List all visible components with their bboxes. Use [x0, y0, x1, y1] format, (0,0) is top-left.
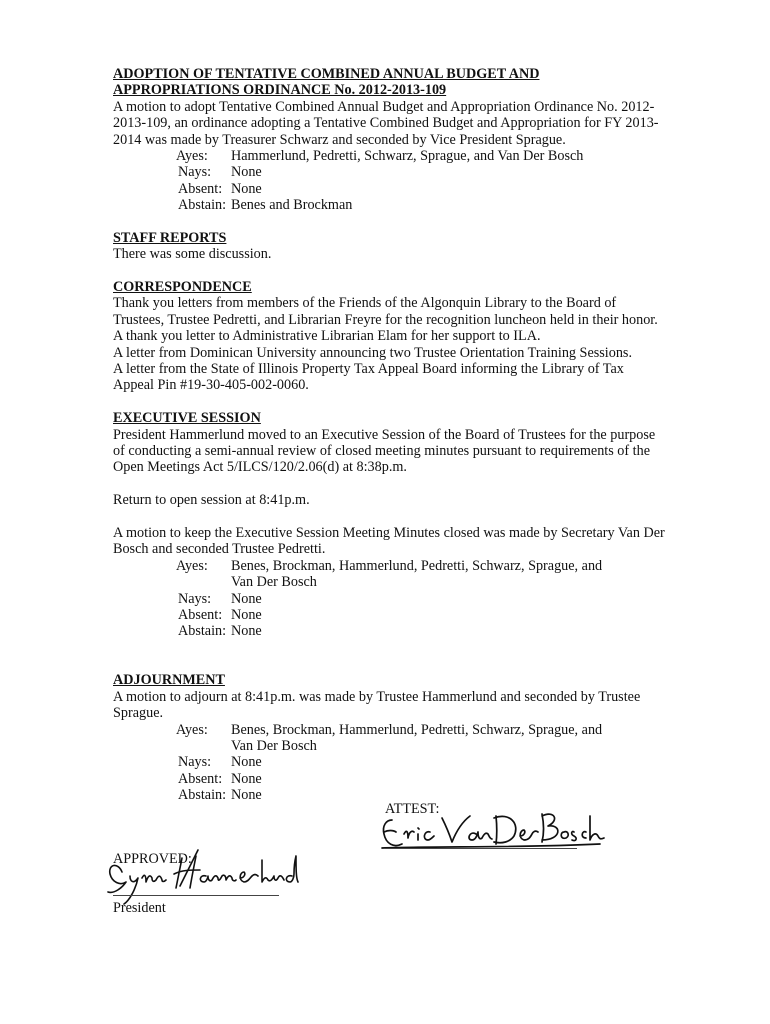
- section-heading: ADJOURNMENT: [113, 672, 225, 689]
- correspondence-section: [113, 279, 673, 394]
- section-heading: STAFF REPORTS: [113, 229, 227, 246]
- vote-absent: [113, 181, 673, 197]
- president-label: President: [113, 900, 166, 916]
- paragraph-line: Sprague.: [113, 705, 164, 722]
- paragraph-line: A letter from Dominican University announcing two Trustee Orientation Training Sessions.: [113, 344, 632, 361]
- paragraph-line: A letter from the State of Illinois Property Tax Appeal Board informing the Library of Tax: [113, 361, 624, 378]
- vote-label: Ayes:: [176, 557, 208, 574]
- vote-value: None: [231, 787, 262, 804]
- vote-value: Benes, Brockman, Hammerlund, Pedretti, Schwarz, Sprague, and: [231, 557, 603, 574]
- vote-value: None: [231, 590, 262, 607]
- vote-value: Benes, Brockman, Hammerlund, Pedretti, Schwarz, Sprague, and: [231, 721, 603, 738]
- budget-section: [113, 66, 673, 214]
- vote-absent: [113, 771, 673, 787]
- vote-label: Absent:: [178, 180, 223, 197]
- paragraph-line: Bosch and seconded Trustee Pedretti.: [113, 541, 326, 558]
- attest-signature-line: [385, 848, 577, 849]
- adjournment-section: [113, 672, 673, 803]
- approved-label: APPROVED:: [113, 851, 192, 867]
- staff-reports-section: [113, 230, 673, 263]
- minutes-page: [113, 66, 673, 804]
- paragraph-line: A motion to adjourn at 8:41p.m. was made by Trustee Hammerlund and seconded by Trustee: [113, 688, 641, 705]
- vote-label: Nays:: [178, 754, 212, 771]
- paragraph-line: 2013-109, an ordinance adopting a Tentative Combined Budget and Appropriation for FY 2013-: [113, 115, 659, 132]
- vote-label: Absent:: [178, 606, 223, 623]
- attest-label: ATTEST:: [385, 801, 440, 817]
- section-heading: EXECUTIVE SESSION: [113, 410, 261, 427]
- vote-label: Abstain:: [178, 197, 227, 214]
- vote-label: Abstain:: [178, 623, 227, 640]
- paragraph-line: of conducting a semi-annual review of closed meeting minutes pursuant to requirements of the: [113, 442, 650, 459]
- vote-abstain: [113, 623, 673, 639]
- vote-ayes: [113, 148, 673, 164]
- vote-nays: [113, 164, 673, 180]
- vote-label: Ayes:: [176, 721, 208, 738]
- paragraph-line: There was some discussion.: [113, 246, 272, 263]
- president-signature-line: [113, 895, 279, 896]
- vote-value: None: [231, 606, 262, 623]
- executive-session-section: [113, 410, 673, 639]
- vote-value: None: [231, 623, 262, 640]
- vote-value: Benes and Brockman: [231, 197, 353, 214]
- paragraph-line: Return to open session at 8:41p.m.: [113, 492, 310, 509]
- paragraph-line: Appeal Pin #19-30-405-002-0060.: [113, 377, 309, 394]
- vote-ayes: [113, 558, 673, 574]
- vote-value: None: [231, 164, 262, 181]
- vote-label: Nays:: [178, 590, 212, 607]
- section-heading: ADOPTION OF TENTATIVE COMBINED ANNUAL BUDGET AND: [113, 66, 540, 82]
- paragraph-line: 2014 was made by Treasurer Schwarz and seconded by Vice President Sprague.: [113, 131, 566, 148]
- section-heading: CORRESPONDENCE: [113, 279, 252, 296]
- paragraph-line: A motion to adopt Tentative Combined Annual Budget and Appropriation Ordinance No. 2012-: [113, 98, 655, 115]
- vote-value: None: [231, 770, 262, 787]
- vote-label: Nays:: [178, 164, 212, 181]
- section-heading: APPROPRIATIONS ORDINANCE No. 2012-2013-109: [113, 82, 447, 99]
- vote-nays: [113, 754, 673, 770]
- paragraph-line: A motion to keep the Executive Session Meeting Minutes closed was made by Secretary Van Der: [113, 524, 665, 541]
- vote-ayes: [113, 722, 673, 738]
- vote-abstain: [113, 197, 673, 213]
- vote-value-continued: Van Der Bosch: [231, 738, 317, 755]
- vote-label: Ayes:: [176, 147, 208, 164]
- vote-value: None: [231, 754, 262, 771]
- vote-value-continued: Van Der Bosch: [231, 574, 317, 591]
- paragraph-line: Open Meetings Act 5/ILCS/120/2.06(d) at 8:38p.m.: [113, 459, 407, 476]
- vote-value: None: [231, 180, 262, 197]
- paragraph-line: Thank you letters from members of the Friends of the Algonquin Library to the Board of: [113, 295, 617, 312]
- vote-label: Absent:: [178, 770, 223, 787]
- paragraph-line: President Hammerlund moved to an Executive Session of the Board of Trustees for the purpose: [113, 426, 656, 443]
- paragraph-line: A thank you letter to Administrative Librarian Elam for her support to ILA.: [113, 328, 541, 345]
- approved-signature: [100, 848, 300, 908]
- paragraph-line: Trustees, Trustee Pedretti, and Librarian Freyre for the recognition luncheon held in their honor.: [113, 311, 658, 328]
- vote-absent: [113, 607, 673, 623]
- vote-nays: [113, 591, 673, 607]
- vote-value: Hammerlund, Pedretti, Schwarz, Sprague, and Van Der Bosch: [231, 147, 584, 164]
- vote-label: Abstain:: [178, 787, 227, 804]
